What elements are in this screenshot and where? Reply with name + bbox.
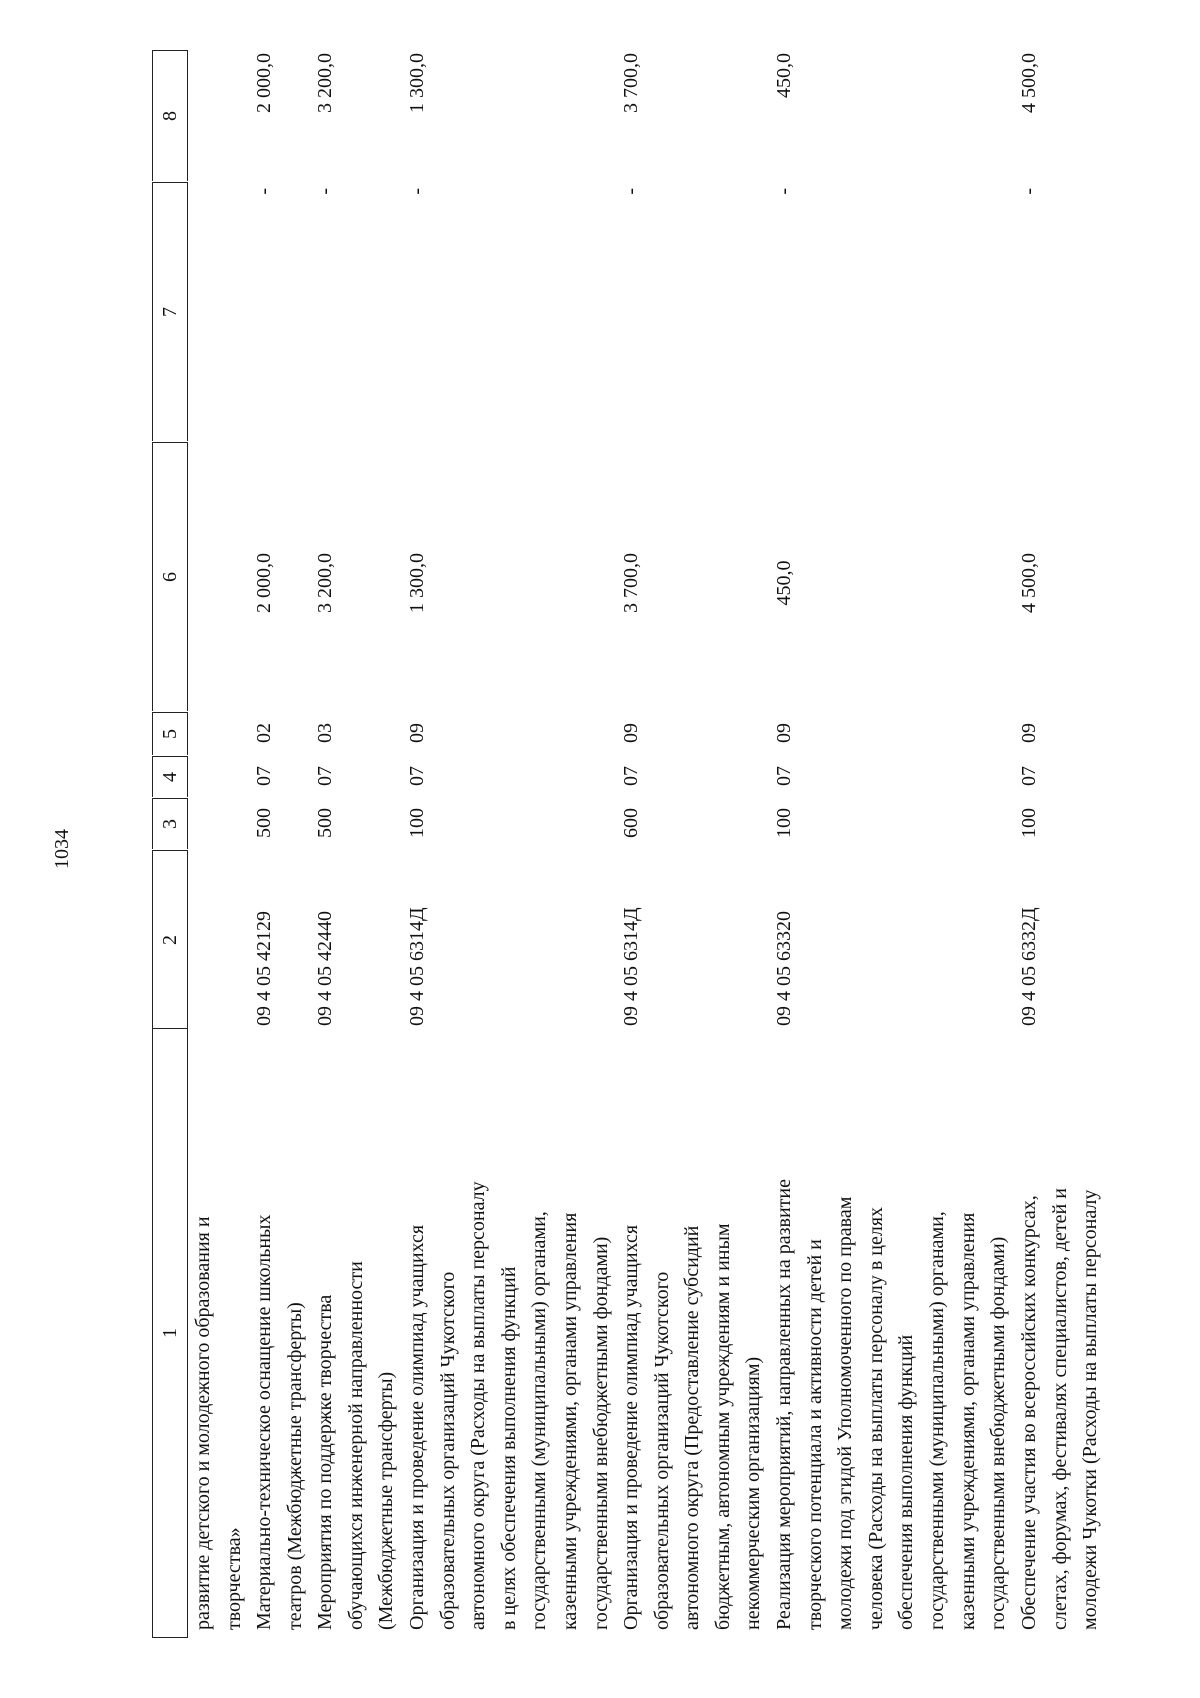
row-description: Реализация мероприятий, направленных на развитие творческого потенциала и активности детей и молодежи под эгидой Уполномоченного по правам человека (Расходы на выплаты персоналу в целях обеспечения выполнения функций государственными (муниципальными) органами, казенными учреждениями, органами управления государственными внебюджетными фондами)	[773, 1179, 1010, 1630]
row-col-6: 450,0	[773, 560, 795, 606]
row-code: 09 4 05 6314Д	[620, 907, 642, 1026]
row-col-7: -	[406, 188, 428, 195]
header-col-4: 4	[152, 756, 188, 797]
row-col-4: 07	[253, 766, 275, 786]
header-col-8: 8	[152, 50, 188, 181]
row-col-5: 09	[620, 723, 642, 743]
row-col-7: -	[1018, 188, 1040, 195]
row-col-4: 07	[773, 766, 795, 786]
row-col-3: 500	[253, 808, 275, 838]
row-description: Материально-техническое оснащение школьных театров (Межбюджетные трансферты)	[253, 1214, 306, 1630]
row-col-3: 100	[1018, 808, 1040, 838]
row-col-8: 3 200,0	[314, 53, 336, 113]
row-code: 09 4 05 6332Д	[1018, 907, 1040, 1026]
row-col-4: 07	[1018, 766, 1040, 786]
row-col-5: 09	[406, 723, 428, 743]
row-col-4: 07	[620, 766, 642, 786]
row-description: развитие детского и молодежного образования и творчества»	[192, 1216, 245, 1630]
row-col-3: 100	[773, 808, 795, 838]
budget-table	[152, 48, 1102, 1638]
row-col-6: 3 200,0	[314, 553, 336, 613]
row-description: Обеспечение участия во всероссийских конкурсах, слетах, форумах, фестивалях специалистов, детей и молодежи Чукотки (Расходы на выплаты персоналу	[1018, 1188, 1102, 1630]
row-col-6: 4 500,0	[1018, 553, 1040, 613]
row-col-7: -	[253, 188, 275, 195]
row-col-8: 450,0	[773, 53, 795, 98]
header-col-5: 5	[152, 712, 188, 755]
row-code: 09 4 05 63320	[773, 911, 795, 1026]
row-col-5: 02	[253, 723, 275, 743]
row-col-5: 03	[314, 723, 336, 743]
table-header	[152, 48, 188, 1638]
row-col-7: -	[314, 188, 336, 195]
page-number: 1034	[51, 829, 73, 869]
row-col-3: 100	[406, 808, 428, 838]
row-code: 09 4 05 42129	[253, 911, 275, 1026]
header-col-1: 1	[152, 1028, 188, 1638]
row-col-3: 500	[314, 808, 336, 838]
row-code: 09 4 05 42440	[314, 911, 336, 1026]
row-col-6: 1 300,0	[406, 553, 428, 613]
row-col-4: 07	[406, 766, 428, 786]
row-description: Мероприятия по поддержке творчества обучающихся инженерной направленности (Межбюджетные трансферты)	[314, 1261, 398, 1630]
row-col-8: 2 000,0	[253, 53, 275, 113]
row-col-5: 09	[773, 723, 795, 743]
header-col-6: 6	[152, 442, 188, 711]
row-col-4: 07	[314, 766, 336, 786]
row-col-6: 3 700,0	[620, 553, 642, 613]
row-description: Организация и проведение олимпиад учащихся образовательных организаций Чукотского автономного округа (Расходы на выплаты персоналу в целях обеспечения выполнения функций государственными (муниципальными) органами, казенными учреждениями, органами управления государственными внебюджетными фондами)	[406, 1181, 612, 1630]
row-col-8: 1 300,0	[406, 53, 428, 113]
row-col-8: 4 500,0	[1018, 53, 1040, 113]
row-col-7: -	[773, 188, 795, 195]
row-col-8: 3 700,0	[620, 53, 642, 113]
row-description: Организация и проведение олимпиад учащихся образовательных организаций Чукотского автономного округа (Предоставление субсидий бюджетным, автономным учреждениям и иным некоммерческим организациям)	[620, 1223, 765, 1630]
row-code: 09 4 05 6314Д	[406, 907, 428, 1026]
row-col-3: 600	[620, 808, 642, 838]
header-col-2: 2	[152, 850, 188, 1029]
row-col-6: 2 000,0	[253, 553, 275, 613]
row-col-5: 09	[1018, 723, 1040, 743]
header-col-3: 3	[152, 798, 188, 849]
header-col-7: 7	[152, 182, 188, 441]
row-col-7: -	[620, 188, 642, 195]
